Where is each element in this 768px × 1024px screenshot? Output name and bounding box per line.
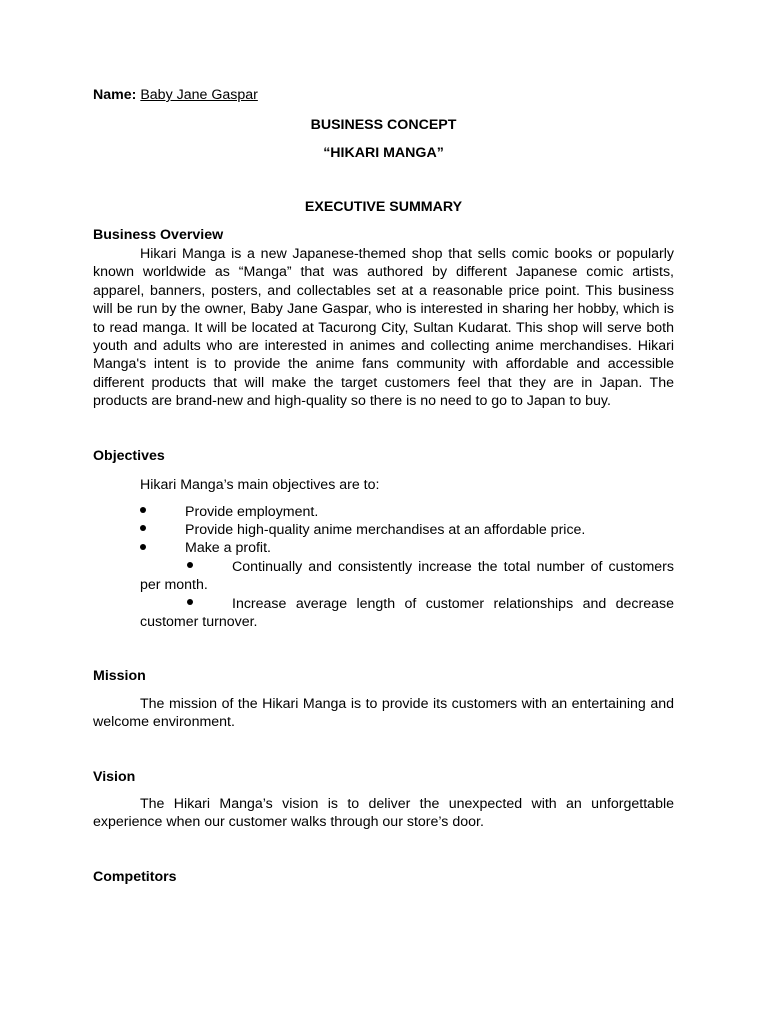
list-item-text: Provide high-quality anime merchandises at an affordable price. xyxy=(185,521,586,538)
list-item-text: Provide employment. xyxy=(185,503,319,520)
name-label: Name: xyxy=(93,87,137,103)
bullet-icon xyxy=(140,521,146,539)
objectives-intro: Hikari Manga’s main objectives are to: xyxy=(140,477,380,494)
objectives-list xyxy=(93,503,674,632)
list-item-text: Increase average length of customer relationships and decrease customer turnover. xyxy=(140,595,674,630)
list-item-text: Make a profit. xyxy=(185,540,271,557)
competitors-heading: Competitors xyxy=(93,868,177,885)
overview-paragraph: Hikari Manga is a new Japanese-themed shop that sells comic books or popularly known worldwide as “Manga” that was authored by different Japanese comic artists, apparel, banners, posters, and collectables set at a reasonable price point. This business will be run by the owner, Baby Jane Gaspar, who is interested in sharing her hobby, which is to read manga. It will be located at Tacurong City, Sultan Kudarat. This shop will serve both youth and adults who are interested in animes and collecting anime merchandises. Hikari Manga's intent is to provide the anime fans community with affordable and accessible different products that will make the target customers feel that they are in Japan. The products are brand-new and high-quality so there is no need to go to Japan to buy. xyxy=(93,246,674,410)
list-item xyxy=(93,521,674,539)
bullet-icon xyxy=(140,539,146,557)
objectives-heading: Objectives xyxy=(93,447,165,464)
executive-summary-title: EXECUTIVE SUMMARY xyxy=(304,199,463,216)
bullet-icon xyxy=(140,503,146,521)
overview-heading: Business Overview xyxy=(93,226,224,243)
list-item xyxy=(93,503,674,521)
name-line xyxy=(93,86,674,104)
vision-paragraph: The Hikari Manga’s vision is to deliver the unexpected with an unforgettable experience when our customer walks through our store’s door. xyxy=(93,795,674,831)
shop-name-title: “HIKARI MANGA” xyxy=(323,144,444,161)
business-concept-title: BUSINESS CONCEPT xyxy=(310,117,457,134)
name-value: Baby Jane Gaspar xyxy=(140,87,258,103)
list-item-text: Continually and consistently increase the total number of customers per month. xyxy=(140,558,674,594)
mission-heading: Mission xyxy=(93,668,146,685)
list-item xyxy=(93,595,674,632)
bullet-icon xyxy=(187,595,232,613)
document-page xyxy=(93,86,674,886)
vision-heading: Vision xyxy=(93,768,136,785)
list-item xyxy=(93,558,674,595)
bullet-icon xyxy=(187,558,232,576)
list-item xyxy=(93,539,674,557)
mission-paragraph: The mission of the Hikari Manga is to provide its customers with an entertaining and welcome environment. xyxy=(93,695,674,731)
